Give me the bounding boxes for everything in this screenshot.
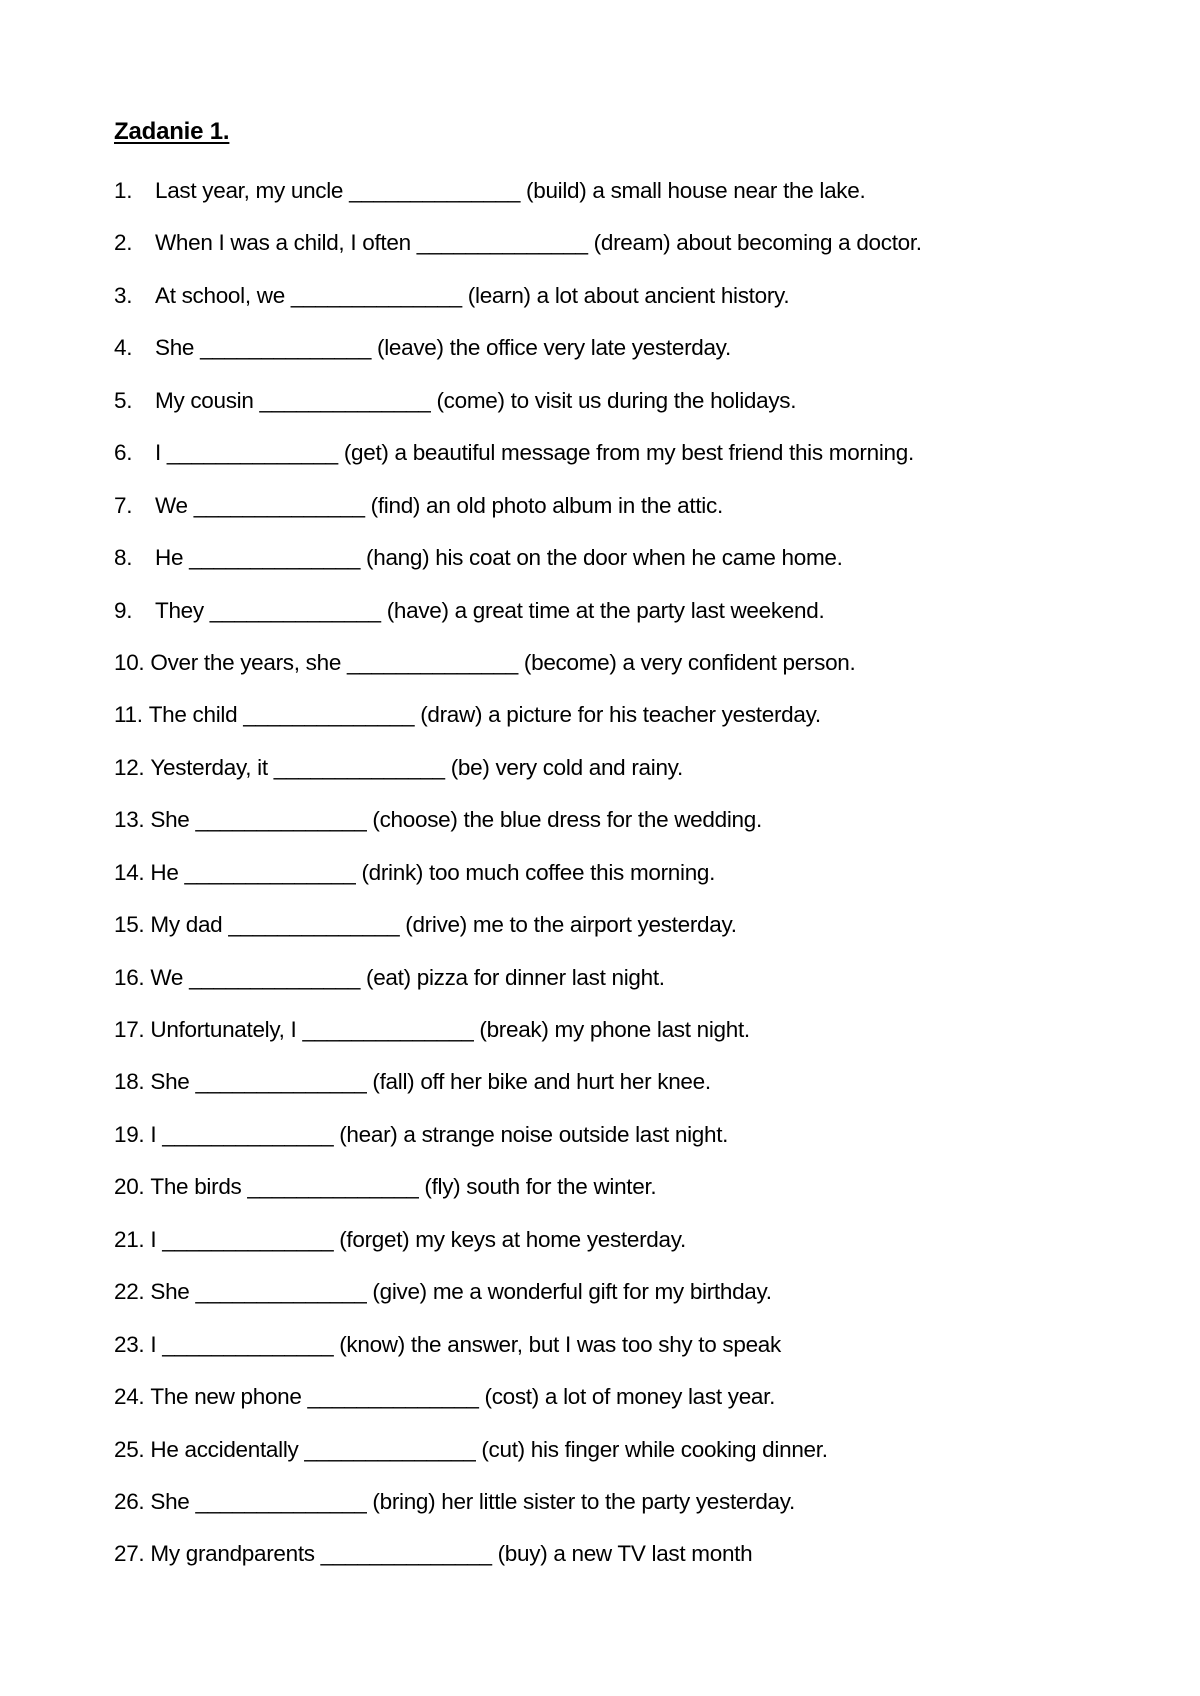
item-number: 20. [114,1174,145,1200]
item-sentence: She ______________ (bring) her little sister to the party yesterday. [150,1488,795,1514]
item-number: 26. [114,1488,145,1514]
exercise-list [114,176,922,1592]
exercise-item [114,596,922,648]
item-sentence: The child ______________ (draw) a picture for his teacher yesterday. [148,702,821,728]
item-number: 21. [114,1226,145,1252]
item-sentence: The new phone ______________ (cost) a lot of money last year. [150,1384,776,1410]
exercise-item [114,281,922,333]
item-number: 7. [114,492,133,518]
exercise-item [114,438,922,490]
exercise-item [114,1382,922,1434]
item-sentence: I ______________ (hear) a strange noise outside last night. [150,1121,729,1147]
item-number: 27. [114,1541,145,1567]
exercise-item [114,1067,922,1119]
exercise-item [114,858,922,910]
item-number: 10. [114,649,145,675]
exercise-item [114,1277,922,1329]
item-sentence: We ______________ (find) an old photo album in the attic. [155,492,723,518]
item-sentence: My cousin ______________ (come) to visit us during the holidays. [155,387,797,413]
item-sentence: He ______________ (hang) his coat on the door when he came home. [155,545,843,571]
item-number: 25. [114,1436,145,1462]
exercise-item [114,700,922,752]
item-sentence: They ______________ (have) a great time at the party last weekend. [155,597,825,623]
exercise-item [114,1120,922,1172]
exercise-item [114,333,922,385]
exercise-item [114,805,922,857]
exercise-item [114,491,922,543]
exercise-item [114,228,922,280]
item-sentence: When I was a child, I often ______________ (dream) about becoming a doctor. [155,230,922,256]
item-sentence: He accidentally ______________ (cut) his finger while cooking dinner. [150,1436,828,1462]
exercise-item [114,1539,922,1591]
item-number: 9. [114,597,133,623]
exercise-item [114,176,922,228]
item-number: 3. [114,282,133,308]
item-number: 6. [114,440,133,466]
item-sentence: At school, we ______________ (learn) a lot about ancient history. [155,282,790,308]
item-sentence: She ______________ (fall) off her bike and hurt her knee. [150,1069,711,1095]
item-number: 1. [114,178,133,203]
exercise-item [114,963,922,1015]
item-number: 19. [114,1121,145,1147]
item-number: 24. [114,1384,145,1410]
item-number: 4. [114,335,133,361]
exercise-item [114,1487,922,1539]
item-sentence: The birds ______________ (fly) south for the winter. [150,1174,657,1200]
item-number: 13. [114,807,145,833]
item-sentence: She ______________ (choose) the blue dress for the wedding. [150,807,762,833]
item-sentence: My grandparents ______________ (buy) a new TV last month [150,1541,753,1567]
item-sentence: Unfortunately, I ______________ (break) my phone last night. [150,1017,750,1042]
exercise-item [114,648,922,700]
item-number: 5. [114,387,133,413]
exercise-item [114,1435,922,1487]
item-sentence: She ______________ (leave) the office very late yesterday. [155,335,731,361]
item-sentence: She ______________ (give) me a wonderful gift for my birthday. [150,1279,772,1305]
item-sentence: Yesterday, it ______________ (be) very cold and rainy. [150,754,683,780]
item-number: 17. [114,1017,145,1042]
item-sentence: I ______________ (forget) my keys at home yesterday. [150,1226,686,1252]
exercise-item [114,543,922,595]
item-number: 12. [114,754,145,780]
item-sentence: Last year, my uncle ______________ (build) a small house near the lake. [155,178,866,203]
item-number: 22. [114,1279,145,1305]
exercise-item [114,1225,922,1277]
item-sentence: He ______________ (drink) too much coffee this morning. [150,859,716,885]
exercise-item [114,910,922,962]
item-sentence: We ______________ (eat) pizza for dinner last night. [150,964,665,990]
item-number: 16. [114,964,145,990]
item-number: 23. [114,1331,145,1357]
item-sentence: Over the years, she ______________ (become) a very confident person. [150,649,856,675]
exercise-item [114,1172,922,1224]
item-sentence: My dad ______________ (drive) me to the airport yesterday. [150,912,737,938]
exercise-title: Zadanie 1. [114,118,230,145]
item-sentence: I ______________ (know) the answer, but I was too shy to speak [150,1331,781,1357]
item-number: 8. [114,545,133,571]
exercise-item [114,1015,922,1067]
exercise-item [114,1330,922,1382]
item-number: 2. [114,230,133,256]
item-sentence: I ______________ (get) a beautiful message from my best friend this morning. [155,440,914,466]
item-number: 14. [114,859,145,885]
item-number: 15. [114,912,145,938]
exercise-item [114,386,922,438]
item-number: 18. [114,1069,145,1095]
item-number: 11. [114,702,143,728]
exercise-item [114,753,922,805]
